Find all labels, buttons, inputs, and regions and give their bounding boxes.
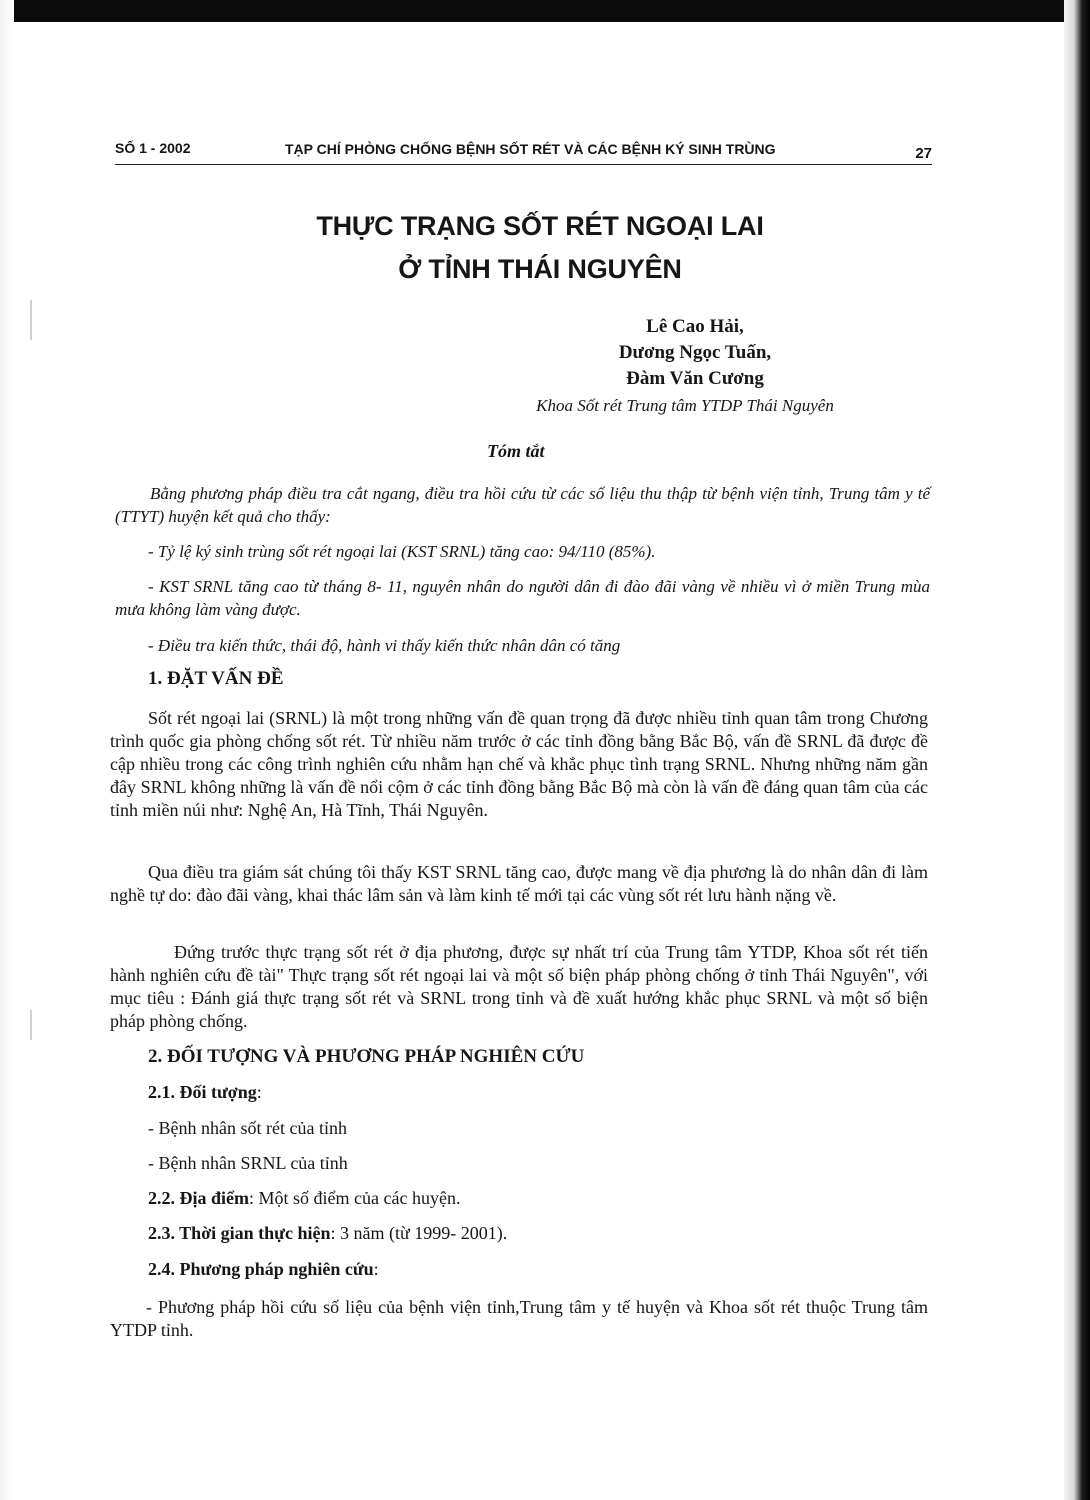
subsection-heading (148, 1188, 460, 1209)
list-item: - Bệnh nhân sốt rét của tỉnh (148, 1118, 347, 1138)
subsection-label: 2.1. Đối tượng (148, 1082, 257, 1102)
author: Lê Cao Hải, (646, 316, 744, 337)
abstract-heading: Tóm tắt (487, 441, 545, 461)
scan-mark (30, 1010, 32, 1040)
subsection-label: 2.4. Phương pháp nghiên cứu (148, 1259, 374, 1279)
author: Đàm Văn Cương (626, 368, 764, 389)
subsection-heading (148, 1259, 379, 1280)
page-number: 27 (915, 145, 932, 162)
journal-name: TẠP CHÍ PHÒNG CHỐNG BỆNH SỐT RÉT VÀ CÁC BỆNH KÝ SINH TRÙNG (285, 141, 776, 157)
author-list (520, 314, 870, 392)
subsection-text: : Một số điểm của các huyện. (249, 1188, 461, 1208)
subsection-heading (148, 1223, 507, 1244)
section-heading: 1. ĐẶT VẤN ĐỀ (148, 668, 284, 689)
issue-number: SỐ 1 - 2002 (115, 140, 191, 156)
scan-mark (30, 300, 32, 340)
scan-border-top (0, 0, 1090, 22)
author: Dương Ngọc Tuấn, (618, 342, 772, 363)
article-title (200, 205, 880, 291)
body-paragraph: Đứng trước thực trạng sốt rét ở địa phương, được sự nhất trí của Trung tâm YTDP, Khoa sốt rét tiến hành nghiên cứu đề tài" Thực trạng sốt rét ngoại lai và một số biện pháp phòng chống ở tỉnh Thái Nguyên", với mục tiêu : Đánh giá thực trạng sốt rét và SRNL trong tỉnh và đề xuất hướng khắc phục SRNL và một số biện pháp phòng chống. (110, 942, 928, 1031)
subsection-text: : (256, 1082, 262, 1102)
body-paragraph: Sốt rét ngoại lai (SRNL) là một trong những vấn đề quan trọng đã được nhiều tỉnh quan tâm trong Chương trình quốc gia phòng chống sốt rét. Từ nhiều năm trước ở các tỉnh đồng bằng Bắc Bộ, vấn đề SRNL đã được đề cập nhiều trong các công trình nghiên cứu nhằm hạn chế và khắc phục tình trạng SRNL. Nhưng những năm gần đây SRNL không những là vấn đề nổi cộm ở các tỉnh đồng bằng Bắc Bộ mà còn là vấn đề đáng quan tâm của các tỉnh miền núi như: Nghệ An, Hà Tĩnh, Thái Nguyên. (110, 708, 928, 820)
scan-border-left (0, 0, 14, 1500)
title-line-1: THỰC TRẠNG SỐT RÉT NGOẠI LAI (316, 211, 764, 241)
abstract-point: - KST SRNL tăng cao từ tháng 8- 11, nguyên nhân do người dân đi đào đãi vàng về nhiều vì ở miền Trung mùa mưa không làm vàng được. (115, 577, 930, 619)
scan-border-right (1064, 0, 1090, 1500)
section-heading: 2. ĐỐI TƯỢNG VÀ PHƯƠNG PHÁP NGHIÊN CỨU (148, 1046, 585, 1067)
header-rule (115, 164, 932, 165)
subsection-heading (148, 1082, 262, 1103)
title-line-2: Ở TỈNH THÁI NGUYÊN (398, 254, 682, 284)
subsection-label: 2.2. Địa điểm (148, 1188, 249, 1208)
abstract-point: - Tỷ lệ ký sinh trùng sốt rét ngoại lai (KST SRNL) tăng cao: 94/110 (85%). (148, 542, 656, 561)
affiliation: Khoa Sốt rét Trung tâm YTDP Thái Nguyên (536, 396, 834, 415)
list-item: - Bệnh nhân SRNL của tỉnh (148, 1153, 348, 1173)
running-header (115, 137, 932, 167)
subsection-text: : (373, 1259, 379, 1279)
body-paragraph: - Phương pháp hồi cứu số liệu của bệnh viện tỉnh,Trung tâm y tế huyện và Khoa sốt rét thuộc Trung tâm YTDP tỉnh. (110, 1297, 928, 1340)
body-paragraph: Qua điều tra giám sát chúng tôi thấy KST SRNL tăng cao, được mang về địa phương là do nhân dân đi làm nghề tự do: đào đãi vàng, khai thác lâm sản và làm kinh tế mới tại các vùng sốt rét lưu hành nặng về. (110, 862, 928, 905)
abstract-point: - Điều tra kiến thức, thái độ, hành vi thấy kiến thức nhân dân có tăng (148, 636, 621, 655)
subsection-text: : 3 năm (từ 1999- 2001). (330, 1223, 508, 1243)
abstract-intro: Bằng phương pháp điều tra cắt ngang, điều tra hồi cứu từ các số liệu thu thập từ bệnh viện tỉnh, Trung tâm y tế (TTYT) huyện kết quả cho thấy: (115, 484, 930, 526)
subsection-label: 2.3. Thời gian thực hiện (148, 1223, 331, 1243)
